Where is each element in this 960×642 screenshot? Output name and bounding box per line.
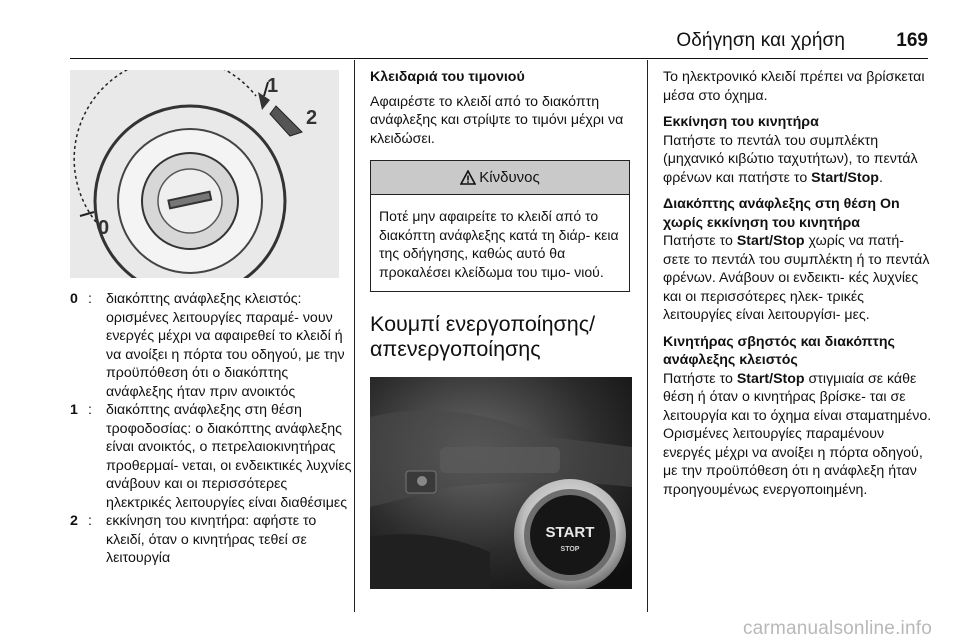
start-stop-photo xyxy=(370,377,632,589)
stop-label: STOP xyxy=(560,546,580,553)
legend-item xyxy=(70,401,354,512)
section-text: Πατήστε το Start/Stop χωρίς να πατή- σετε το πεντάλ του συμπλέκτη ή το πεντάλ φρένων. Ανάβουν οι ενδεικτι- κές λυχνίες και οι περισσότερες ηλεκ- τρικές λειτουργίες είναι λειτουργίσι- μες. xyxy=(663,233,930,323)
column-right xyxy=(663,68,933,507)
legend-key: 2 xyxy=(70,513,78,529)
position-label-0: 0 xyxy=(98,217,110,239)
column-divider xyxy=(647,60,648,612)
start-stop-term: Start/Stop xyxy=(736,233,805,249)
legend-colon: : xyxy=(88,402,92,418)
warning-header xyxy=(371,161,629,195)
legend-colon: : xyxy=(88,513,92,529)
position-label-2: 2 xyxy=(306,107,318,129)
column-middle xyxy=(370,68,632,589)
page-title: Οδήγηση και χρήση xyxy=(676,30,845,51)
watermark: carmanualsonline.info xyxy=(742,618,932,639)
column-divider xyxy=(354,60,355,612)
section-heading: Διακόπτης ανάφλεξης στη θέση On χωρίς εκκίνηση του κινητήρα xyxy=(663,196,900,231)
start-stop-term: Start/Stop xyxy=(811,169,879,186)
legend-key: 1 xyxy=(70,402,78,418)
section-ignition-on xyxy=(663,195,933,325)
start-label: START xyxy=(545,524,595,541)
page-number: 169 xyxy=(896,30,928,51)
warning-text: Ποτέ μην αφαιρείτε το κλειδί από το διακόπτη ανάφλεξης κατά τη διάρ- κεια της οδήγησης, καθώς αυτό θα προκαλέσει κλείδωμα του τιμο- νιού. xyxy=(379,208,619,280)
section-engine-start xyxy=(663,113,933,187)
start-stop-term: Start/Stop xyxy=(736,370,805,387)
section-heading: Κλειδαριά του τιμονιού xyxy=(370,69,525,85)
warning-title: Κίνδυνος xyxy=(479,169,540,186)
section-engine-off xyxy=(663,333,933,500)
legend-item xyxy=(70,512,354,568)
legend-text: διακόπτης ανάφλεξης στη θέση τροφοδοσίας: ο διακόπτης ανάφλεξης είναι ανοικτός, ο πετρελαιοκινητήρας προθερμαί- νεται, οι ενδεικτικές λυχνίες ανάβουν και οι περισσότερες ηλεκτρικές λειτουργίες είναι διαθέσιμες xyxy=(106,402,352,511)
legend-text: εκκίνηση του κινητήρα: αφήστε το κλειδί, όταν ο κινητήρας τεθεί σε λειτουργία xyxy=(106,513,317,566)
section-text: Πατήστε το Start/Stop στιγμιαία σε κάθε θέση ή όταν ο κινητήρας βρίσκε- ται σε λειτουργία και το όχημα είναι σταματημένο. Ορισμένες λειτουργίες παραμένουν ενεργές μέχρι να ανοίξει η πόρτα οδηγού, με την προϋπόθεση ότι η ανάφλεξη ήταν προηγουμένως ενεργοποιημένη. xyxy=(663,370,932,498)
section-heading: Εκκίνηση του κινητήρα xyxy=(663,114,819,130)
intro-text: Το ηλεκτρονικό κλειδί πρέπει να βρίσκεται μέσα στο όχημα. xyxy=(663,69,925,104)
section-heading: Κινητήρας σβηστός και διακόπτης ανάφλεξης κλειστός xyxy=(663,333,895,368)
legend-text: διακόπτης ανάφλεξης κλειστός: ορισμένες λειτουργίες παραμέ- νουν ενεργές μέχρι να αφαιρεθεί το κλειδί ή να ανοίξει η πόρτα του οδηγού, με την προϋπόθεση ότι ο διακόπτης ανάφλεξης ήταν πριν ανοικτός xyxy=(106,291,345,400)
ignition-legend xyxy=(70,290,354,568)
steering-lock-text: Αφαιρέστε το κλειδί από το διακόπτη ανάφλεξης και στρίψτε το τιμόνι μέχρι να κλειδώσει. xyxy=(370,93,624,147)
legend-colon: : xyxy=(88,291,92,307)
ignition-switch-illustration xyxy=(70,70,339,278)
position-label-1: 1 xyxy=(267,75,279,97)
legend-item xyxy=(70,290,354,401)
legend-key: 0 xyxy=(70,291,78,307)
warning-icon xyxy=(460,170,476,186)
section-text: Πατήστε το πεντάλ του συμπλέκτη (μηχανικό κιβώτιο ταχυτήτων), το πεντάλ φρένων και πατήστε το Start/Stop. xyxy=(663,132,918,186)
warning-box xyxy=(370,160,630,292)
header-rule xyxy=(70,58,928,59)
page-header xyxy=(0,22,960,58)
section-title: Κουμπί ενεργοποίησης/ απενεργοποίησης xyxy=(370,312,596,361)
